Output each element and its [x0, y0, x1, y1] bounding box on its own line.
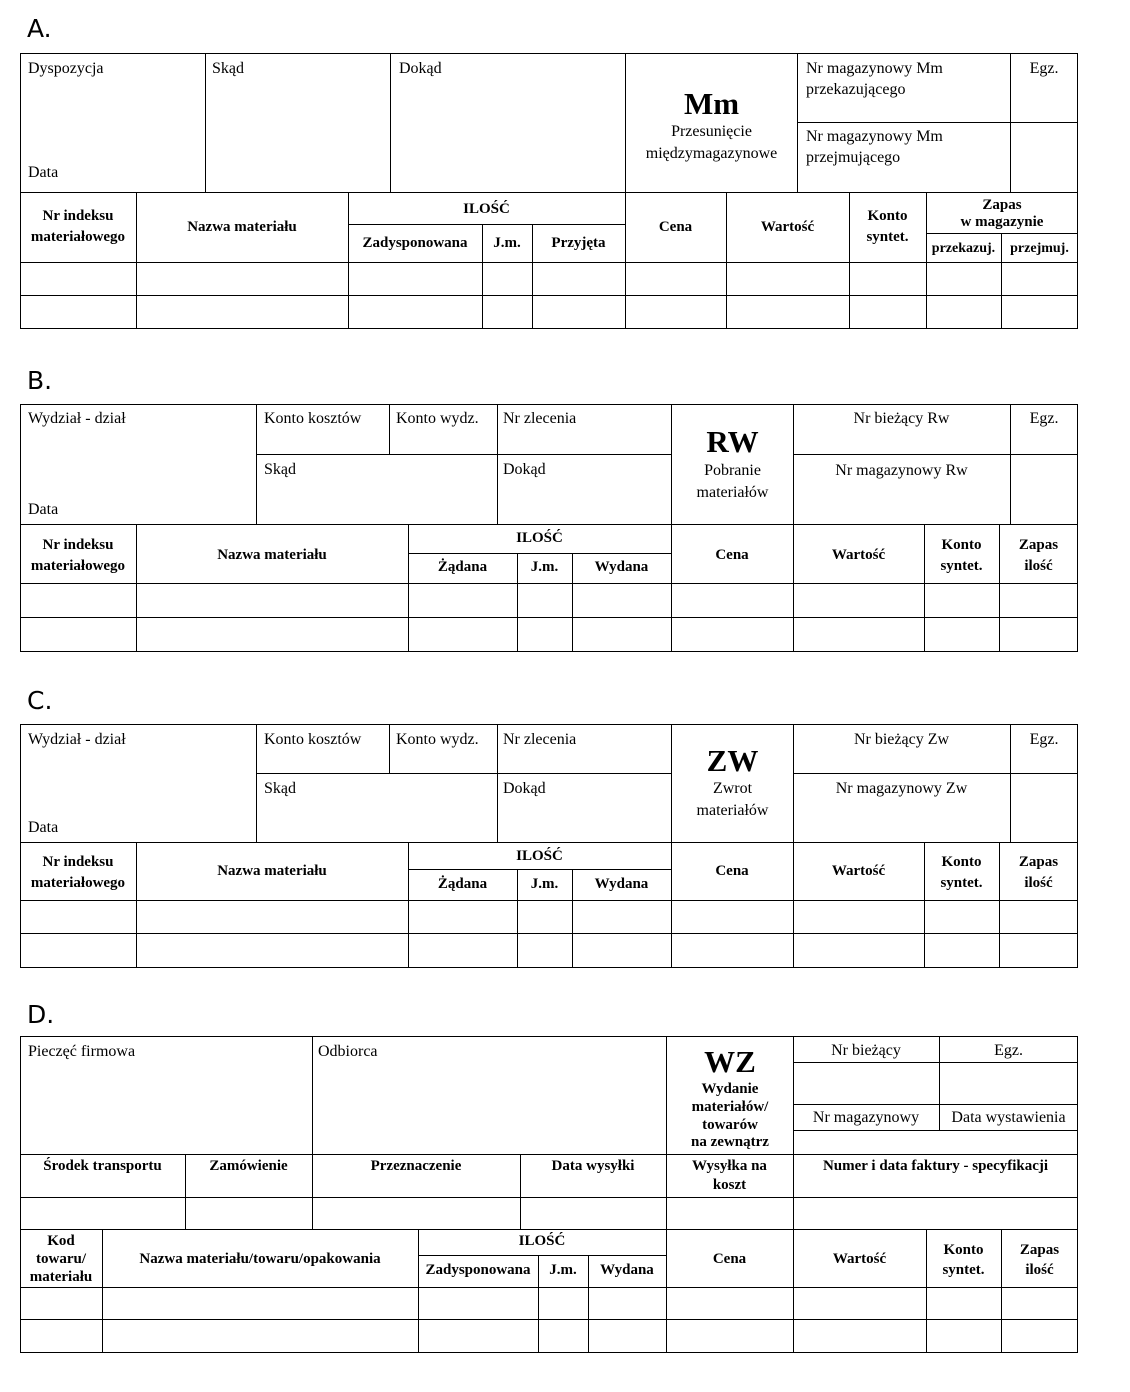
col-zapas-line1: Zapas [1018, 854, 1059, 870]
col-konto-line2: syntet. [940, 875, 983, 891]
document-title-line1: Pobranie [704, 462, 761, 479]
col-kod-line3: materiału [29, 1269, 93, 1285]
srodek-transportu-label: Środek transportu [43, 1158, 162, 1174]
col-index-line2: materiałowego [30, 875, 126, 891]
col-name: Nazwa materiału/towaru/opakowania [139, 1251, 381, 1267]
col-ilosc: ILOŚĆ [516, 848, 563, 864]
col-name: Nazwa materiału [187, 219, 297, 235]
col-wydana: Wydana [600, 1262, 654, 1278]
document-title-line2: materiałów [696, 802, 769, 819]
col-cena: Cena [658, 219, 693, 235]
document-title-line2: materiałów [696, 484, 769, 501]
nr-przejmujacego-line1: Nr magazynowy Mm [806, 128, 943, 145]
col-zapas-przejmuj: przejmuj. [1010, 241, 1069, 256]
data-label: Data [28, 501, 59, 518]
document-title-line3: towarów [702, 1117, 758, 1133]
form-wz-frame [20, 1036, 1078, 1353]
col-zadysponowana: Zadysponowana [425, 1262, 531, 1278]
nr-zlecenia-label: Nr zlecenia [503, 410, 577, 427]
col-index-line1: Nr indeksu [42, 208, 114, 224]
egz-label: Egz. [1029, 60, 1059, 77]
col-zapas-line2: ilość [1024, 875, 1053, 891]
col-zadana: Żądana [437, 876, 488, 892]
col-konto-line2: syntet. [942, 1262, 985, 1278]
col-jm: J.m. [530, 559, 559, 575]
section-d-label: D. [27, 1000, 55, 1029]
col-zapas-line1: Zapas [1019, 1242, 1060, 1258]
col-zadana: Żądana [437, 559, 488, 575]
przeznaczenie-label: Przeznaczenie [370, 1158, 462, 1174]
nr-biezacy-label: Nr bieżący [831, 1042, 901, 1059]
document-code: RW [706, 424, 759, 459]
col-konto-line1: Konto [941, 854, 982, 870]
nr-magazynowy-label: Nr magazynowy Zw [835, 780, 968, 797]
col-wartosc: Wartość [760, 219, 815, 235]
section-a-label: A. [27, 14, 52, 43]
col-ilosc: ILOŚĆ [463, 201, 510, 217]
document-code: Mm [683, 86, 740, 121]
egz-label: Egz. [1029, 731, 1059, 748]
nr-biezacy-label: Nr bieżący Rw [853, 410, 950, 427]
data-label: Data [28, 819, 59, 836]
col-wydana: Wydana [594, 559, 649, 575]
col-index-line1: Nr indeksu [42, 854, 114, 870]
col-zapas-line1: Zapas [1018, 537, 1059, 553]
col-konto-line1: Konto [941, 537, 982, 553]
wydzial-label: Wydział - dział [28, 731, 126, 748]
data-wysylki-label: Data wysyłki [551, 1158, 635, 1174]
nr-przekazujacego-line1: Nr magazynowy Mm [806, 60, 943, 77]
skad-label: Skąd [264, 780, 296, 797]
wysylka-na-koszt-line1: Wysyłka na [692, 1158, 767, 1174]
konto-kosztow-label: Konto kosztów [264, 731, 362, 748]
skad-label: Skąd [264, 461, 296, 478]
col-zapas-line2: w magazynie [960, 214, 1044, 230]
col-jm: J.m. [493, 235, 521, 251]
col-jm: J.m. [549, 1262, 577, 1278]
col-konto-line2: syntet. [866, 229, 909, 245]
nr-magazynowy-label: Nr magazynowy Rw [835, 462, 968, 479]
col-cena: Cena [712, 1251, 747, 1267]
col-ilosc: ILOŚĆ [518, 1233, 566, 1249]
document-code: ZW [706, 743, 759, 778]
egz-label: Egz. [994, 1042, 1023, 1059]
col-index-line2: materiałowego [30, 558, 126, 574]
wysylka-na-koszt-line2: koszt [712, 1177, 747, 1193]
col-przyjeta: Przyjęta [551, 235, 606, 251]
col-wartosc: Wartość [832, 1251, 887, 1267]
col-konto-line2: syntet. [940, 558, 983, 574]
col-kod-line2: towaru/ [36, 1251, 86, 1267]
document-title-line2: międzymagazynowe [645, 145, 778, 162]
col-ilosc: ILOŚĆ [516, 530, 563, 546]
nr-biezacy-label: Nr bieżący Zw [853, 731, 950, 748]
form-mm-frame [20, 53, 1078, 329]
dyspozycja-label: Dyspozycja [28, 60, 104, 77]
wydzial-label: Wydział - dział [28, 410, 126, 427]
konto-kosztow-label: Konto kosztów [264, 410, 362, 427]
section-c-label: C. [27, 686, 53, 715]
col-konto-line1: Konto [867, 208, 908, 224]
egz-label: Egz. [1029, 410, 1059, 427]
col-index-line1: Nr indeksu [42, 537, 114, 553]
nr-przejmujacego-line2: przejmującego [806, 149, 901, 166]
zamowienie-label: Zamówienie [209, 1158, 288, 1174]
col-wartosc: Wartość [831, 547, 886, 563]
document-title-line2: materiałów/ [691, 1099, 769, 1115]
odbiorca-label: Odbiorca [318, 1043, 378, 1060]
col-cena: Cena [715, 863, 749, 879]
data-label: Data [28, 164, 59, 181]
col-konto-line1: Konto [943, 1242, 984, 1258]
skad-label: Skąd [212, 60, 244, 77]
dokad-label: Dokąd [503, 461, 546, 478]
document-code: WZ [704, 1044, 756, 1079]
col-zapas-line2: ilość [1024, 558, 1053, 574]
form-zw-frame [20, 724, 1078, 968]
col-name: Nazwa materiału [217, 863, 327, 879]
document-title-line1: Zwrot [712, 780, 753, 797]
col-index-line2: materiałowego [30, 229, 126, 245]
col-kod-line1: Kod [47, 1233, 75, 1249]
col-zadysponowana: Zadysponowana [362, 235, 468, 251]
data-wystawienia-label: Data wystawienia [951, 1109, 1066, 1126]
col-jm: J.m. [530, 876, 559, 892]
konto-wydz-label: Konto wydz. [396, 410, 479, 427]
col-cena: Cena [715, 547, 749, 563]
nr-zlecenia-label: Nr zlecenia [503, 731, 577, 748]
document-title-line1: Przesunięcie [671, 123, 752, 140]
col-zapas-przekazuj: przekazuj. [931, 241, 996, 256]
document-title-line4: na zewnątrz [691, 1134, 769, 1150]
section-b-label: B. [27, 366, 53, 395]
document-title-line1: Wydanie [701, 1081, 759, 1097]
col-wartosc: Wartość [831, 863, 886, 879]
dokad-label: Dokąd [399, 60, 442, 77]
faktura-label: Numer i data faktury - specyfikacji [822, 1158, 1049, 1174]
col-wydana: Wydana [594, 876, 649, 892]
col-name: Nazwa materiału [217, 547, 327, 563]
nr-magazynowy-label: Nr magazynowy [812, 1109, 920, 1126]
nr-przekazujacego-line2: przekazującego [806, 81, 906, 98]
dokad-label: Dokąd [503, 780, 546, 797]
col-zapas-line1: Zapas [982, 197, 1022, 213]
konto-wydz-label: Konto wydz. [396, 731, 479, 748]
form-rw-frame [20, 404, 1078, 652]
col-zapas-line2: ilość [1025, 1262, 1054, 1278]
pieczec-firmowa-label: Pieczęć firmowa [28, 1043, 136, 1060]
